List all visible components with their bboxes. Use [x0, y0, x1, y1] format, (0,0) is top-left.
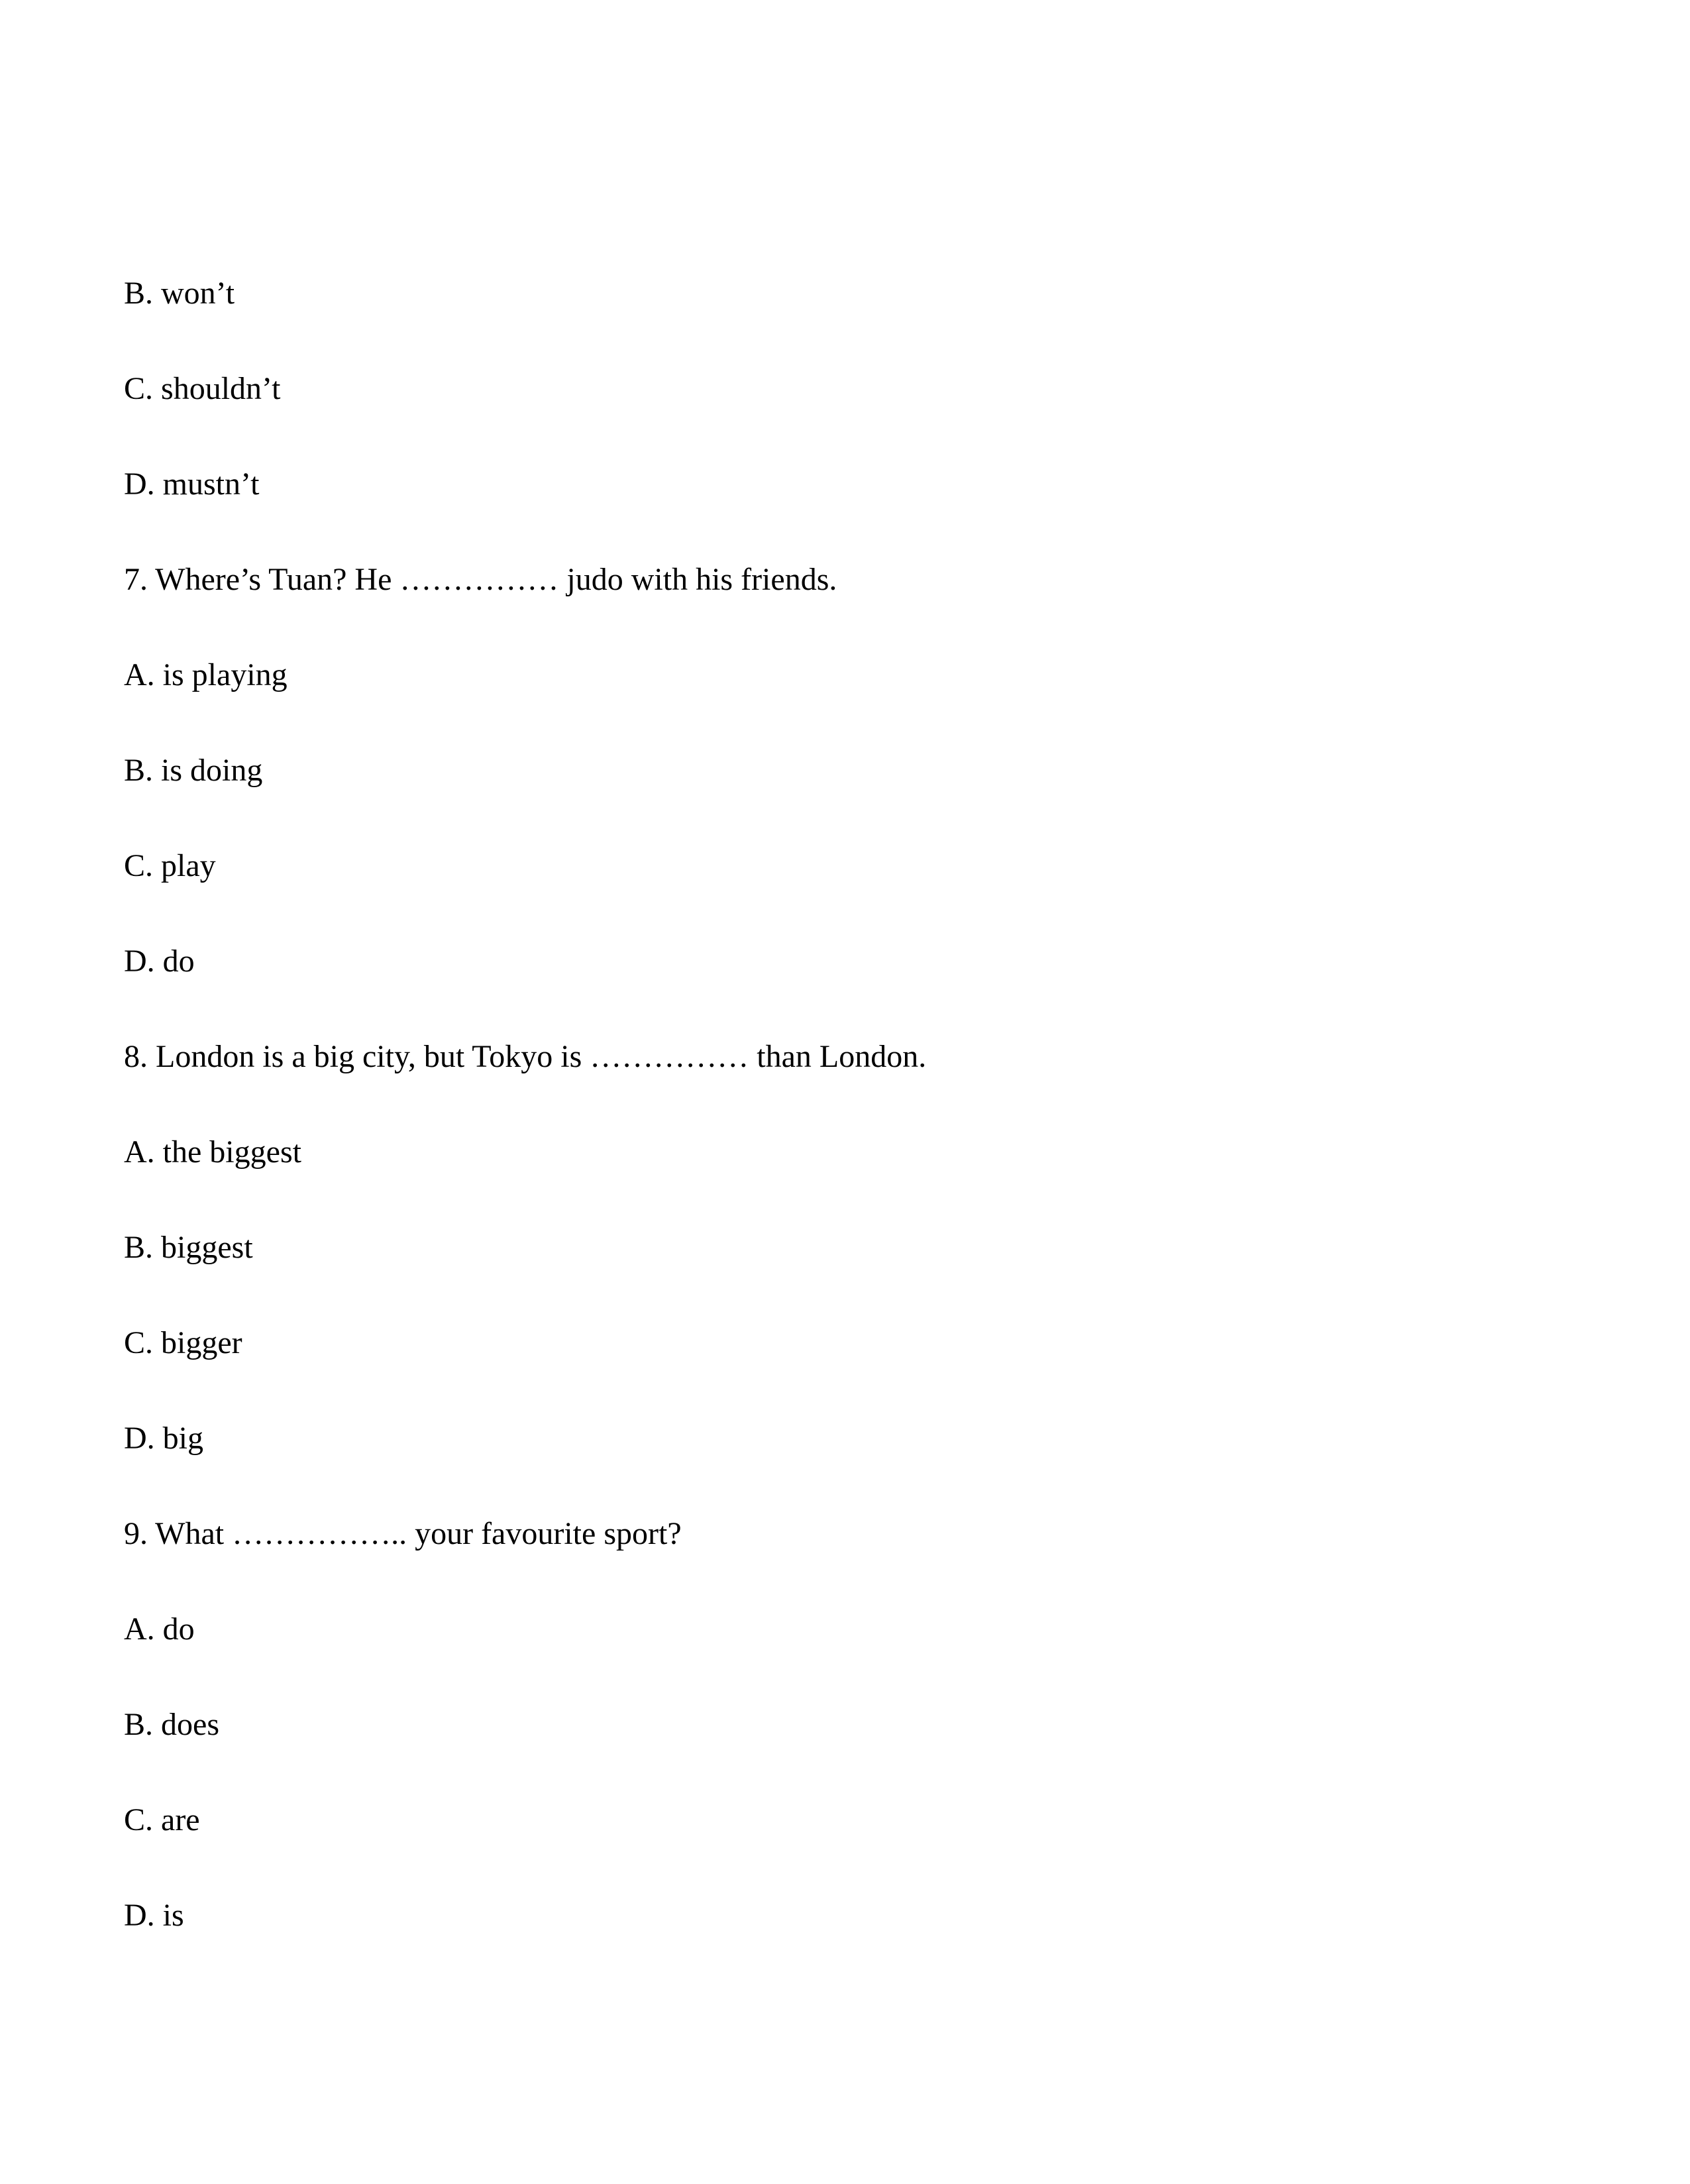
option-b-q6: B. won’t: [124, 276, 235, 311]
option-b-q9: B. does: [124, 1707, 219, 1742]
question-8: 8. London is a big city, but Tokyo is …………… than London.: [124, 1039, 927, 1074]
option-a-q9: A. do: [124, 1611, 195, 1647]
option-d-q7: D. do: [124, 944, 195, 979]
question-7: 7. Where’s Tuan? He …………… judo with his friends.: [124, 562, 837, 597]
option-b-q8: B. biggest: [124, 1230, 253, 1265]
option-d-q8: D. big: [124, 1421, 203, 1456]
option-c-q7: C. play: [124, 848, 216, 883]
option-a-q8: A. the biggest: [124, 1134, 301, 1170]
option-c-q8: C. bigger: [124, 1325, 242, 1360]
option-c-q9: C. are: [124, 1802, 200, 1837]
option-c-q6: C. shouldn’t: [124, 371, 281, 406]
option-b-q7: B. is doing: [124, 753, 263, 788]
option-d-q6: D. mustn’t: [124, 466, 260, 502]
option-a-q7: A. is playing: [124, 657, 288, 692]
option-d-q9: D. is: [124, 1898, 184, 1933]
question-9: 9. What …………….. your favourite sport?: [124, 1516, 682, 1551]
